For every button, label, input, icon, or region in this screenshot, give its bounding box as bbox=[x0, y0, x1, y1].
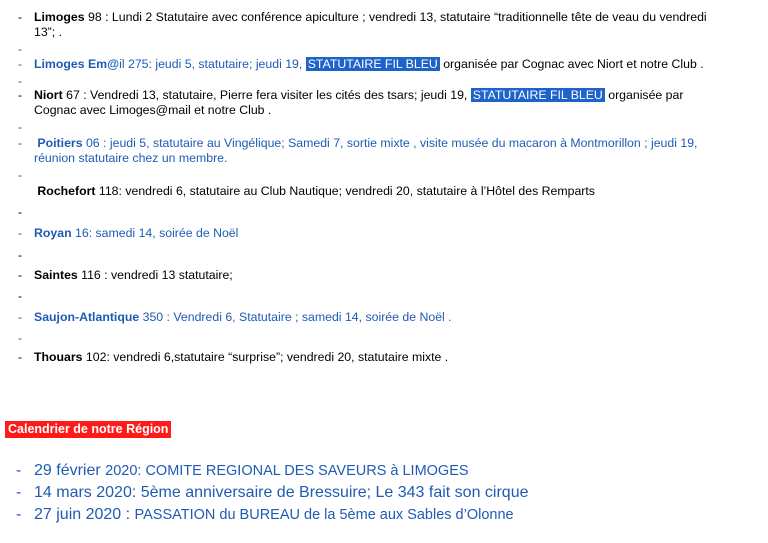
calendar-item: - 27 juin 2020 : PASSATION du BUREAU de la 5ème aux Sables d’Olonne bbox=[16, 506, 514, 523]
entry-poitiers-cont: réunion statutaire chez un membre. bbox=[34, 151, 228, 165]
club-name: Thouars bbox=[34, 350, 83, 364]
separator: - bbox=[18, 168, 23, 182]
entry-limoges-email: - Limoges Em@il 275: jeudi 5, statutaire; jeudi 19, STATUTAIRE FIL BLEU organisée par Cognac avec Niort et notre Club . bbox=[18, 57, 704, 71]
club-text: 67 : Vendredi 13, statutaire, Pierre fera visiter les cités des tsars; jeudi 19, bbox=[62, 88, 471, 102]
entry-limoges bbox=[18, 10, 748, 25]
separator: - bbox=[18, 205, 23, 219]
entry-limoges-cont bbox=[18, 25, 748, 40]
club-text: 116 : vendredi 13 statutaire; bbox=[77, 268, 233, 282]
separator: - bbox=[18, 331, 23, 345]
separator: - bbox=[18, 120, 23, 134]
entry-saintes: - Saintes 116 : vendredi 13 statutaire; bbox=[18, 268, 233, 282]
club-text: 16: samedi 14, soirée de Noël bbox=[71, 226, 239, 240]
club-name: Royan bbox=[34, 226, 72, 240]
entry-niort-cont: Cognac avec Limoges@mail et notre Club . bbox=[34, 103, 272, 117]
separator: - bbox=[18, 248, 23, 262]
club-name: Saintes bbox=[34, 268, 78, 282]
club-name: Saujon-Atlantique bbox=[34, 310, 140, 324]
club-text: 06 : jeudi 5, statutaire au Vingélique; Samedi 7, sortie mixte , visite musée du macaron à Montmorillon ; jeudi 19, bbox=[82, 136, 698, 150]
club-text: il 275: jeudi 5, statutaire; jeudi 19, bbox=[119, 57, 306, 71]
club-text-after: organisée par Cognac avec Niort et notre Club . bbox=[439, 57, 704, 71]
entry-poitiers: - Poitiers 06 : jeudi 5, statutaire au Vingélique; Samedi 7, sortie mixte , visite musée du macaron à Montmorillon ; jeudi 19, bbox=[18, 136, 698, 150]
entry-thouars: - Thouars 102: vendredi 6,statutaire “surprise”; vendredi 20, statutaire mixte . bbox=[18, 350, 449, 364]
calendar-title: Calendrier de notre Région bbox=[5, 421, 171, 438]
club-name: Poitiers bbox=[37, 136, 83, 150]
separator: - bbox=[18, 42, 23, 56]
highlight-fil-bleu: STATUTAIRE FIL BLEU bbox=[307, 57, 438, 71]
club-text: 118: vendredi 6, statutaire au Club Nautique; vendredi 20, statutaire à l’Hôtel des Remparts bbox=[95, 184, 595, 198]
separator: - bbox=[18, 289, 23, 303]
club-name: Limoges Em@ bbox=[34, 57, 120, 71]
club-text-cont: 13”; . bbox=[34, 25, 63, 39]
entry-royan: - Royan 16: samedi 14, soirée de Noël bbox=[18, 226, 239, 240]
club-name: Limoges bbox=[34, 10, 85, 24]
entry-saujon: - Saujon-Atlantique 350 : Vendredi 6, Statutaire ; samedi 14, soirée de Noël . bbox=[18, 310, 452, 324]
club-name: Rochefort bbox=[37, 184, 96, 198]
calendar-item: - 14 mars 2020: 5ème anniversaire de Bressuire; Le 343 fait son cirque bbox=[16, 484, 529, 501]
entry-niort: - Niort 67 : Vendredi 13, statutaire, Pierre fera visiter les cités des tsars; jeudi 19, STATUTAIRE FIL BLEU organisée par bbox=[18, 88, 684, 102]
club-name: Niort bbox=[34, 88, 63, 102]
separator: - bbox=[18, 74, 23, 88]
entry-rochefort bbox=[18, 184, 748, 199]
club-text: 102: vendredi 6,statutaire “surprise”; vendredi 20, statutaire mixte . bbox=[82, 350, 449, 364]
calendar-item: - 29 février 2020: COMITE REGIONAL DES SAVEURS à LIMOGES bbox=[16, 462, 469, 479]
club-text-after: organisée par bbox=[604, 88, 684, 102]
club-text: 350 : Vendredi 6, Statutaire ; samedi 14, soirée de Noël . bbox=[139, 310, 452, 324]
bullet-dash: - bbox=[18, 10, 23, 24]
highlight-fil-bleu: STATUTAIRE FIL BLEU bbox=[472, 88, 603, 102]
club-text: 98 : Lundi 2 Statutaire avec conférence apiculture ; vendredi 13, statutaire “traditionnelle tête de veau du vendredi bbox=[84, 10, 707, 24]
